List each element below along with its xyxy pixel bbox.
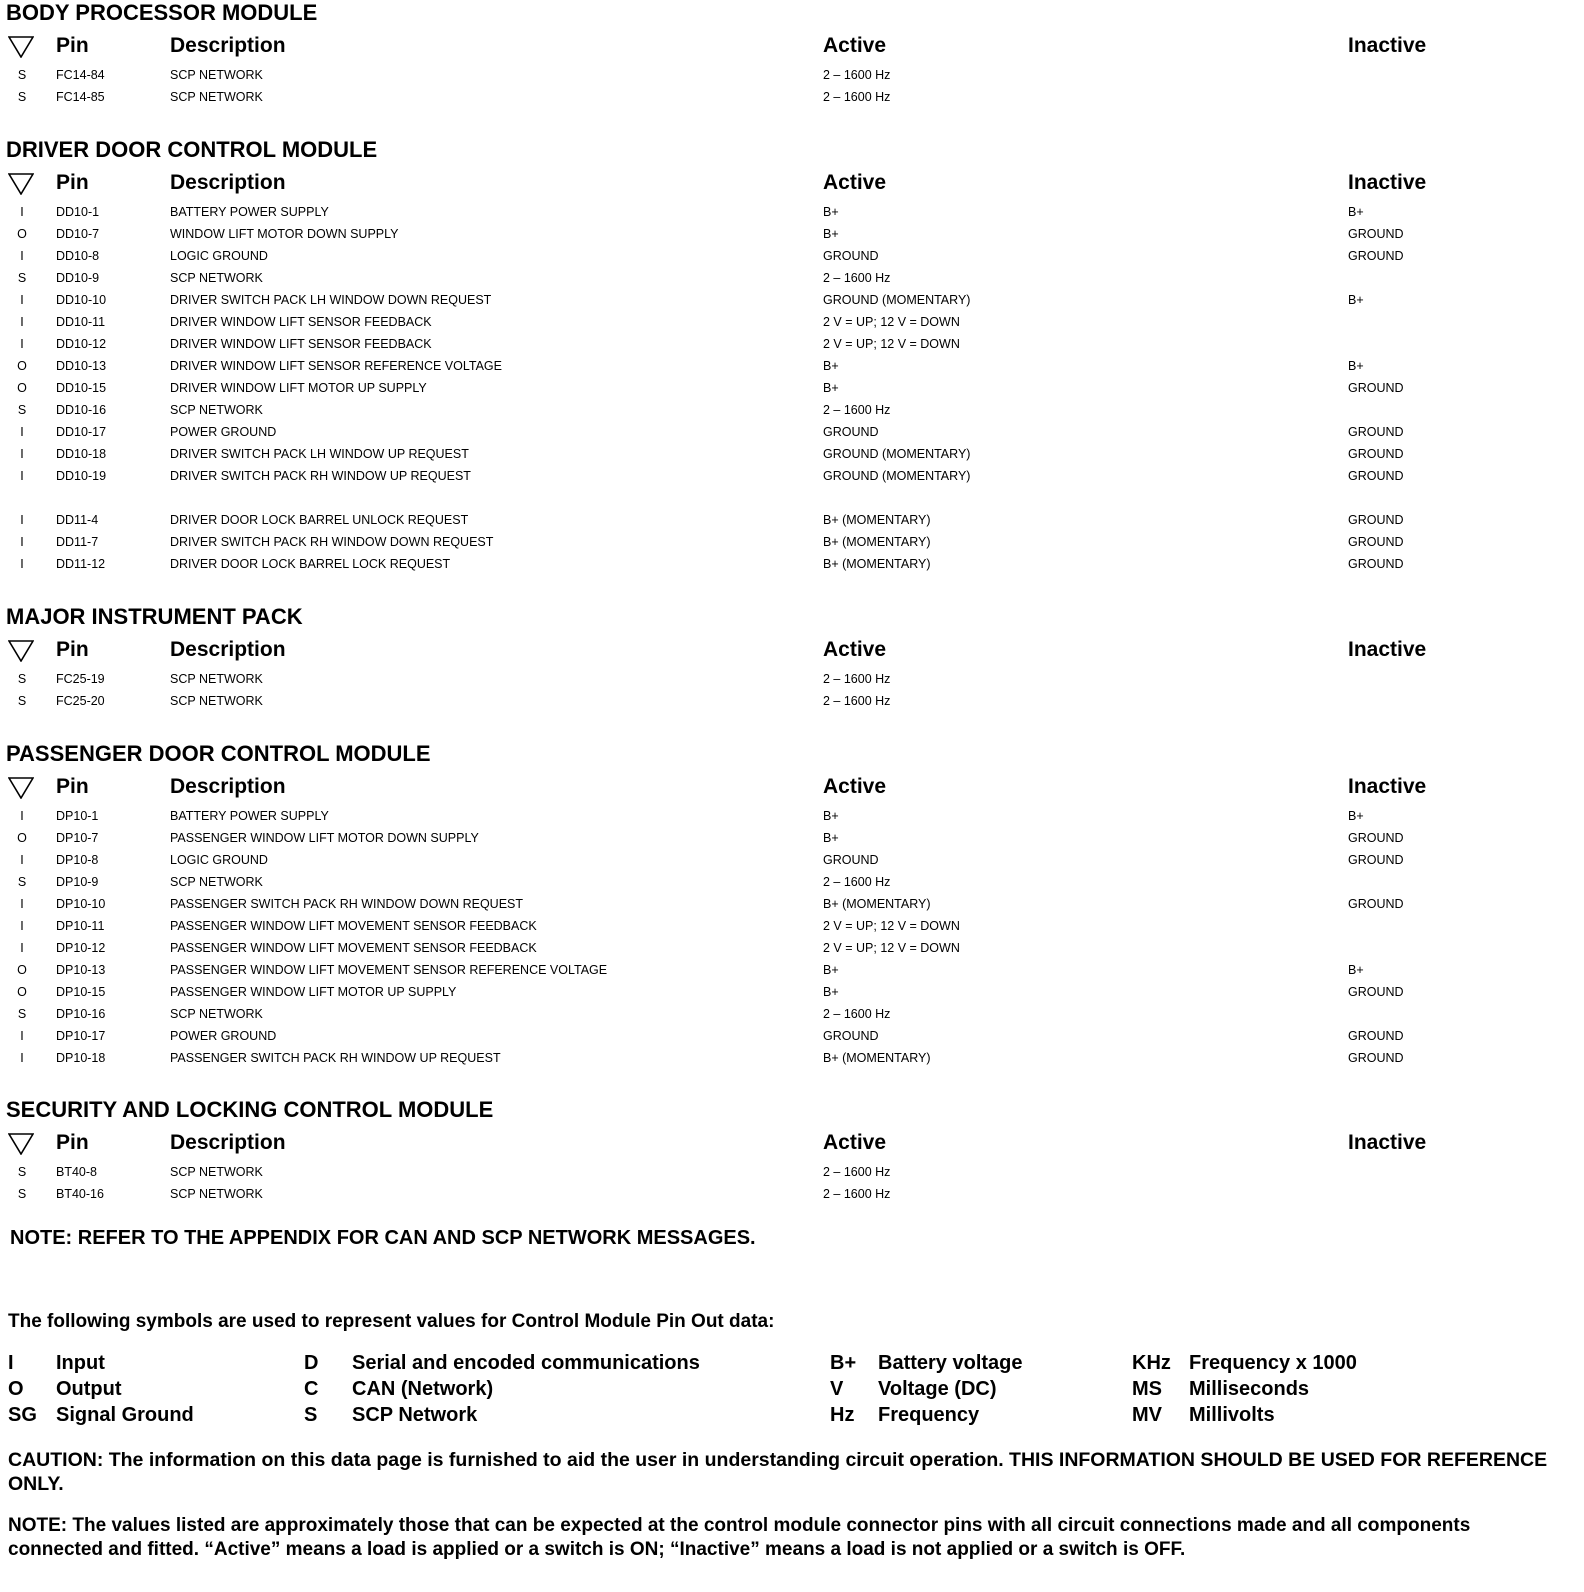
header-active: Active (823, 171, 887, 194)
legend-symbol: D (304, 1352, 319, 1374)
legend-intro: The following symbols are used to represent values for Control Module Pin Out data: (8, 1311, 775, 1332)
io-type: O (17, 963, 27, 977)
header-active: Active (823, 638, 887, 661)
active-value: 2 – 1600 Hz (823, 1007, 891, 1021)
pin-description: DRIVER SWITCH PACK LH WINDOW UP REQUEST (170, 447, 469, 461)
io-type: I (20, 853, 24, 867)
header-inactive: Inactive (1348, 1131, 1427, 1154)
table-row (0, 1048, 1584, 1070)
pin-description: DRIVER DOOR LOCK BARREL UNLOCK REQUEST (170, 513, 469, 527)
header-description: Description (170, 1131, 286, 1154)
table-row (0, 532, 1584, 554)
io-type: I (20, 557, 24, 571)
io-type: O (17, 359, 27, 373)
pin-id: DP10-8 (56, 853, 99, 867)
io-type: S (17, 1007, 27, 1021)
pin-rows (0, 669, 1584, 713)
io-type: O (17, 831, 27, 845)
table-row (0, 334, 1584, 356)
active-value: 2 V = UP; 12 V = DOWN (823, 941, 960, 955)
legend-label: Input (56, 1352, 105, 1374)
inactive-value: GROUND (1348, 853, 1404, 867)
io-type: I (20, 469, 24, 483)
pin-description: DRIVER WINDOW LIFT SENSOR REFERENCE VOLTAGE (170, 359, 502, 373)
pin-id: DD10-13 (56, 359, 107, 373)
table-row (0, 669, 1584, 691)
pin-description: BATTERY POWER SUPPLY (170, 205, 329, 219)
legend-label: Frequency x 1000 (1189, 1352, 1357, 1374)
legend-label: Frequency (878, 1404, 980, 1426)
active-value: 2 – 1600 Hz (823, 1187, 891, 1201)
active-value: 2 – 1600 Hz (823, 875, 891, 889)
pin-id: DD10-11 (56, 315, 106, 329)
io-type: I (20, 425, 24, 439)
pin-id: DD11-12 (56, 557, 106, 571)
inactive-value: GROUND (1348, 535, 1404, 549)
header-description: Description (170, 638, 286, 661)
active-value: 2 – 1600 Hz (823, 694, 891, 708)
legend-label: Serial and encoded communications (352, 1352, 700, 1374)
pin-id: DD11-4 (56, 513, 99, 527)
section-title: SECURITY AND LOCKING CONTROL MODULE (6, 1097, 494, 1122)
row-gap (0, 488, 1584, 510)
legend-symbol: B+ (830, 1352, 857, 1374)
pin-description: POWER GROUND (170, 1029, 277, 1043)
inactive-value: GROUND (1348, 831, 1404, 845)
header-active: Active (823, 1131, 887, 1154)
active-value: B+ (823, 985, 839, 999)
pin-rows (0, 806, 1584, 1070)
pin-id: DP10-1 (56, 809, 99, 823)
table-row (0, 1184, 1584, 1206)
header-inactive: Inactive (1348, 34, 1427, 57)
io-type: I (20, 337, 24, 351)
header-description: Description (170, 34, 286, 57)
table-row (0, 202, 1584, 224)
pin-description: PASSENGER WINDOW LIFT MOVEMENT SENSOR FEEDBACK (170, 941, 537, 955)
table-row (0, 400, 1584, 422)
pin-description: DRIVER SWITCH PACK RH WINDOW UP REQUEST (170, 469, 471, 483)
pin-id: DP10-12 (56, 941, 106, 955)
pin-description: DRIVER SWITCH PACK RH WINDOW DOWN REQUEST (170, 535, 494, 549)
legend-symbol: SG (8, 1404, 37, 1426)
table-row (0, 510, 1584, 532)
pin-id: DD10-17 (56, 425, 107, 439)
pin-description: DRIVER WINDOW LIFT SENSOR FEEDBACK (170, 315, 432, 329)
legend-label: Millivolts (1189, 1404, 1275, 1426)
io-type: S (17, 403, 27, 417)
pin-id: DD10-10 (56, 293, 107, 307)
table-row (0, 65, 1584, 87)
section-title: BODY PROCESSOR MODULE (6, 0, 318, 25)
active-value: B+ (823, 381, 839, 395)
active-value: 2 V = UP; 12 V = DOWN (823, 315, 960, 329)
io-type: I (20, 941, 24, 955)
legend-label: Milliseconds (1189, 1378, 1310, 1400)
pin-id: DP10-10 (56, 897, 106, 911)
pin-rows (0, 65, 1584, 109)
active-value: B+ (MOMENTARY) (823, 535, 931, 549)
legend-label: SCP Network (352, 1404, 478, 1426)
active-value: 2 V = UP; 12 V = DOWN (823, 919, 960, 933)
legend-label: Battery voltage (878, 1352, 1023, 1374)
io-type: I (20, 447, 24, 461)
pin-description: DRIVER WINDOW LIFT MOTOR UP SUPPLY (170, 381, 427, 395)
io-type: S (17, 672, 27, 686)
pin-description: PASSENGER WINDOW LIFT MOVEMENT SENSOR REFERENCE VOLTAGE (170, 963, 608, 977)
triangle-symbol-icon (8, 36, 34, 58)
table-row (0, 554, 1584, 576)
pin-description: PASSENGER SWITCH PACK RH WINDOW UP REQUEST (170, 1051, 501, 1065)
table-row (0, 960, 1584, 982)
io-type: I (20, 315, 24, 329)
pin-id: DD10-19 (56, 469, 107, 483)
table-row (0, 894, 1584, 916)
pin-id: DP10-11 (56, 919, 105, 933)
triangle-symbol-icon (8, 173, 34, 195)
table-row (0, 268, 1584, 290)
pin-description: SCP NETWORK (170, 271, 263, 285)
header-active: Active (823, 34, 887, 57)
io-type: S (17, 68, 27, 82)
active-value: GROUND (823, 853, 879, 867)
io-type: S (17, 1187, 27, 1201)
table-row (0, 1026, 1584, 1048)
column-header-row (0, 638, 1584, 668)
active-value: B+ (823, 809, 839, 823)
column-header-row (0, 34, 1584, 64)
triangle-symbol-icon (8, 1133, 34, 1155)
pin-id: FC14-85 (56, 90, 105, 104)
pin-id: FC25-20 (56, 694, 105, 708)
pin-id: DP10-9 (56, 875, 99, 889)
table-row (0, 691, 1584, 713)
pin-id: BT40-16 (56, 1187, 104, 1201)
io-type: I (20, 535, 24, 549)
header-pin: Pin (56, 171, 89, 194)
io-type: I (20, 919, 24, 933)
header-description: Description (170, 775, 286, 798)
inactive-value: GROUND (1348, 249, 1404, 263)
column-header-row (0, 1131, 1584, 1161)
pin-id: FC25-19 (56, 672, 105, 686)
pin-description: LOGIC GROUND (170, 853, 268, 867)
header-inactive: Inactive (1348, 171, 1427, 194)
io-type: I (20, 1029, 24, 1043)
active-value: B+ (MOMENTARY) (823, 557, 931, 571)
inactive-value: GROUND (1348, 897, 1404, 911)
inactive-value: GROUND (1348, 425, 1404, 439)
pin-id: DD10-1 (56, 205, 100, 219)
pin-description: SCP NETWORK (170, 68, 263, 82)
active-value: GROUND (823, 425, 879, 439)
io-type: I (20, 249, 24, 263)
pin-description: PASSENGER WINDOW LIFT MOTOR DOWN SUPPLY (170, 831, 479, 845)
active-value: B+ (MOMENTARY) (823, 897, 931, 911)
column-header-row (0, 775, 1584, 805)
header-active: Active (823, 775, 887, 798)
io-type: S (17, 1165, 27, 1179)
active-value: B+ (823, 359, 839, 373)
pin-description: DRIVER WINDOW LIFT SENSOR FEEDBACK (170, 337, 432, 351)
pin-rows (0, 202, 1584, 576)
pin-id: DD11-7 (56, 535, 99, 549)
inactive-value: GROUND (1348, 1029, 1404, 1043)
legend-symbol: Hz (830, 1404, 855, 1426)
network-note: NOTE: REFER TO THE APPENDIX FOR CAN AND SCP NETWORK MESSAGES. (10, 1227, 756, 1249)
active-value: B+ (MOMENTARY) (823, 1051, 931, 1065)
header-inactive: Inactive (1348, 775, 1427, 798)
pin-description: WINDOW LIFT MOTOR DOWN SUPPLY (170, 227, 399, 241)
active-value: 2 – 1600 Hz (823, 672, 891, 686)
legend-symbol: V (830, 1378, 844, 1400)
triangle-symbol-icon (8, 640, 34, 662)
pin-id: DP10-18 (56, 1051, 106, 1065)
inactive-value: GROUND (1348, 985, 1404, 999)
legend-symbol: S (304, 1404, 318, 1426)
legend-label: Signal Ground (56, 1404, 194, 1426)
pin-description: SCP NETWORK (170, 694, 263, 708)
column-header-row (0, 171, 1584, 201)
io-type: O (17, 381, 27, 395)
io-type: S (17, 875, 27, 889)
table-row (0, 422, 1584, 444)
table-row (0, 806, 1584, 828)
legend-label: Voltage (DC) (878, 1378, 997, 1400)
pin-description: BATTERY POWER SUPPLY (170, 809, 329, 823)
pin-id: DP10-15 (56, 985, 106, 999)
pin-rows (0, 1162, 1584, 1206)
pin-id: FC14-84 (56, 68, 105, 82)
legend-symbol: I (8, 1352, 14, 1374)
pin-id: DD10-16 (56, 403, 107, 417)
active-value: GROUND (823, 249, 879, 263)
table-row (0, 290, 1584, 312)
active-value: 2 – 1600 Hz (823, 90, 891, 104)
pin-id: DD10-8 (56, 249, 100, 263)
section-title: DRIVER DOOR CONTROL MODULE (6, 137, 378, 162)
active-value: 2 V = UP; 12 V = DOWN (823, 337, 960, 351)
table-row (0, 916, 1584, 938)
table-row (0, 828, 1584, 850)
io-type: S (17, 90, 27, 104)
inactive-value: GROUND (1348, 227, 1404, 241)
pin-description: LOGIC GROUND (170, 249, 268, 263)
triangle-symbol-icon (8, 777, 34, 799)
pin-id: DD10-12 (56, 337, 107, 351)
inactive-value: GROUND (1348, 381, 1404, 395)
io-type: S (17, 271, 27, 285)
active-value: GROUND (MOMENTARY) (823, 293, 971, 307)
table-row (0, 224, 1584, 246)
legend-symbol: MS (1132, 1378, 1162, 1400)
table-row (0, 850, 1584, 872)
io-type: O (17, 227, 27, 241)
io-type: I (20, 293, 24, 307)
io-type: S (17, 694, 27, 708)
active-value: B+ (823, 963, 839, 977)
pin-id: DD10-9 (56, 271, 100, 285)
table-row (0, 872, 1584, 894)
io-type: I (20, 1051, 24, 1065)
io-type: O (17, 985, 27, 999)
pin-id: DP10-17 (56, 1029, 106, 1043)
header-pin: Pin (56, 775, 89, 798)
section-title: MAJOR INSTRUMENT PACK (6, 604, 303, 629)
inactive-value: B+ (1348, 205, 1364, 219)
header-pin: Pin (56, 638, 89, 661)
active-value: 2 – 1600 Hz (823, 271, 891, 285)
pin-id: DD10-18 (56, 447, 107, 461)
header-description: Description (170, 171, 286, 194)
active-value: 2 – 1600 Hz (823, 1165, 891, 1179)
table-row (0, 312, 1584, 334)
active-value: B+ (823, 205, 839, 219)
inactive-value: B+ (1348, 293, 1364, 307)
header-pin: Pin (56, 34, 89, 57)
pin-description: DRIVER SWITCH PACK LH WINDOW DOWN REQUEST (170, 293, 492, 307)
active-value: B+ (823, 227, 839, 241)
pin-description: SCP NETWORK (170, 1187, 263, 1201)
values-note: NOTE: The values listed are approximately those that can be expected at the control module connector pins with all circuit connections made and all components connected and fitted. “Active” means a load is applied or a switch is ON; “Inactive” means a load is not applied or a switch is OFF. (8, 1515, 1471, 1560)
io-type: I (20, 513, 24, 527)
pin-description: PASSENGER WINDOW LIFT MOVEMENT SENSOR FEEDBACK (170, 919, 537, 933)
io-type: I (20, 809, 24, 823)
active-value: 2 – 1600 Hz (823, 403, 891, 417)
active-value: B+ (MOMENTARY) (823, 513, 931, 527)
pin-description: SCP NETWORK (170, 403, 263, 417)
pin-description: SCP NETWORK (170, 90, 263, 104)
pin-description: PASSENGER WINDOW LIFT MOTOR UP SUPPLY (170, 985, 457, 999)
legend-symbol: O (8, 1378, 24, 1400)
inactive-value: B+ (1348, 809, 1364, 823)
legend-label: Output (56, 1378, 122, 1400)
table-row (0, 938, 1584, 960)
legend-symbol: MV (1132, 1404, 1162, 1426)
pin-id: DP10-13 (56, 963, 106, 977)
inactive-value: B+ (1348, 359, 1364, 373)
table-row (0, 246, 1584, 268)
pin-id: DP10-16 (56, 1007, 106, 1021)
header-inactive: Inactive (1348, 638, 1427, 661)
legend-symbol: KHz (1132, 1352, 1171, 1374)
pin-id: BT40-8 (56, 1165, 97, 1179)
inactive-value: GROUND (1348, 447, 1404, 461)
pin-id: DD10-15 (56, 381, 107, 395)
legend-label: CAN (Network) (352, 1378, 494, 1400)
table-row (0, 87, 1584, 109)
table-row (0, 444, 1584, 466)
inactive-value: GROUND (1348, 513, 1404, 527)
active-value: GROUND (MOMENTARY) (823, 469, 971, 483)
pin-description: SCP NETWORK (170, 1007, 263, 1021)
pin-id: DD10-7 (56, 227, 100, 241)
pin-description: SCP NETWORK (170, 1165, 263, 1179)
io-type: I (20, 897, 24, 911)
pin-description: SCP NETWORK (170, 672, 263, 686)
table-row (0, 1162, 1584, 1184)
io-type: I (20, 205, 24, 219)
caution-note: CAUTION: The information on this data page is furnished to aid the user in understanding circuit operation. THIS INFORMATION SHOULD BE USED FOR REFERENCE ONLY. (8, 1449, 1548, 1495)
inactive-value: B+ (1348, 963, 1364, 977)
active-value: GROUND (MOMENTARY) (823, 447, 971, 461)
active-value: GROUND (823, 1029, 879, 1043)
inactive-value: GROUND (1348, 1051, 1404, 1065)
legend-symbol: C (304, 1378, 319, 1400)
inactive-value: GROUND (1348, 469, 1404, 483)
table-row (0, 982, 1584, 1004)
header-pin: Pin (56, 1131, 89, 1154)
table-row (0, 466, 1584, 488)
table-row (0, 378, 1584, 400)
active-value: 2 – 1600 Hz (823, 68, 891, 82)
table-row (0, 1004, 1584, 1026)
pin-description: DRIVER DOOR LOCK BARREL LOCK REQUEST (170, 557, 451, 571)
section-title: PASSENGER DOOR CONTROL MODULE (6, 741, 431, 766)
pin-description: POWER GROUND (170, 425, 277, 439)
pin-description: PASSENGER SWITCH PACK RH WINDOW DOWN REQUEST (170, 897, 524, 911)
inactive-value: GROUND (1348, 557, 1404, 571)
pin-id: DP10-7 (56, 831, 99, 845)
table-row (0, 356, 1584, 378)
active-value: B+ (823, 831, 839, 845)
pin-description: SCP NETWORK (170, 875, 263, 889)
